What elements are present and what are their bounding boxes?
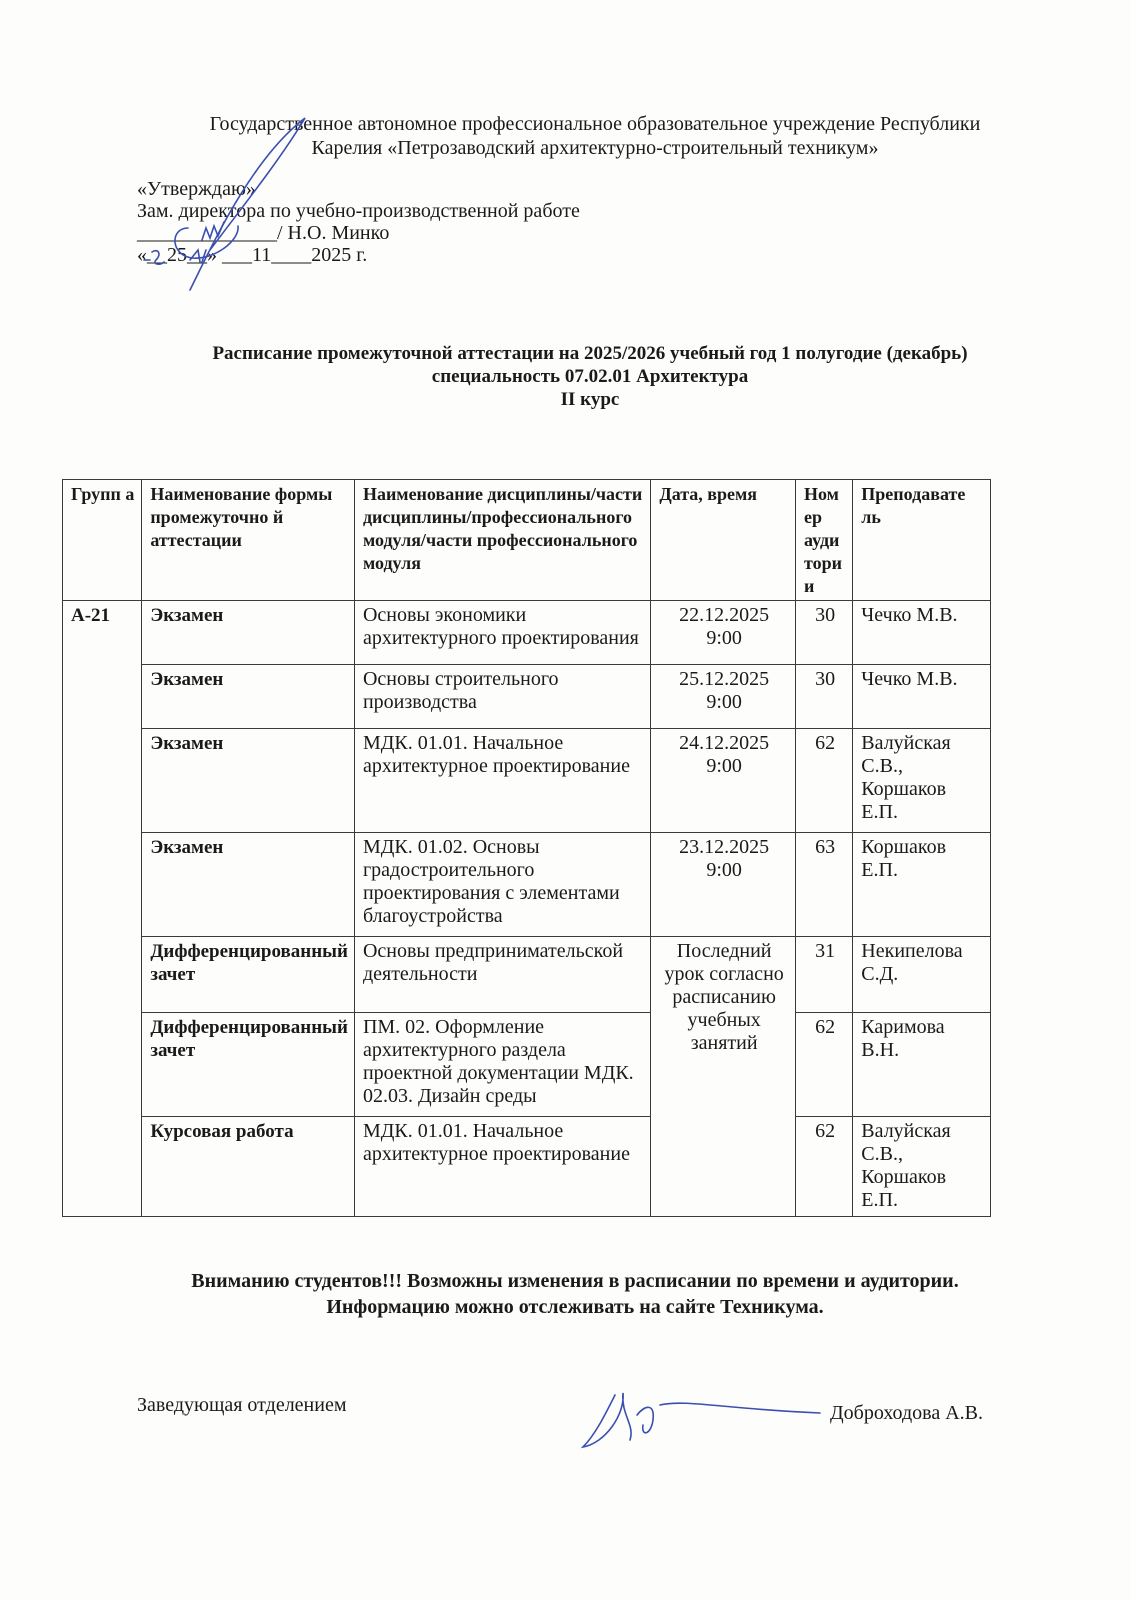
header-date-time: Дата, время <box>651 480 796 601</box>
discipline-cell: МДК. 01.01. Начальное архитектурное проектирование <box>354 1117 650 1217</box>
group-cell: А-21 <box>63 601 142 1217</box>
approval-date-line: «__25__» ___11____2025 г. <box>137 244 368 266</box>
header-teacher: Преподавате ль <box>853 480 991 601</box>
approver-signature-line: ______________/ Н.О. Минко <box>137 222 390 244</box>
discipline-cell: ПМ. 02. Оформление архитектурного раздела проектной документации МДК. 02.03. Дизайн среды <box>354 1013 650 1117</box>
header-discipline: Наименование дисциплины/части дисциплины/профессионального модуля/части профессионального модуля <box>354 480 650 601</box>
header-group: Групп а <box>63 480 142 601</box>
approver-position: Зам. директора по учебно-производственной работе <box>137 200 580 222</box>
date-value: 24.12.2025 <box>679 732 770 754</box>
schedule-table <box>62 479 991 1217</box>
schedule-title <box>160 342 1020 411</box>
notice-line-2: Информацию можно отслеживать на сайте Техникума. <box>326 1296 824 1318</box>
date-time-cell <box>651 833 796 937</box>
room-cell: 31 <box>796 937 853 1013</box>
footer-name: Доброходова А.В. <box>830 1402 983 1424</box>
time-value: 9:00 <box>706 691 742 713</box>
discipline-cell: Основы строительного производства <box>354 665 650 729</box>
form-cell: Экзамен <box>142 833 355 937</box>
student-notice <box>130 1268 1020 1320</box>
form-cell: Экзамен <box>142 601 355 665</box>
form-cell: Экзамен <box>142 729 355 833</box>
shared-date-cell: Последний урок согласно расписанию учебных занятий <box>651 937 796 1217</box>
teacher-cell: Каримова В.Н. <box>853 1013 991 1117</box>
title-line-3: II курс <box>560 389 620 410</box>
teacher-cell: Коршаков Е.П. <box>853 833 991 937</box>
approve-label: «Утверждаю» <box>137 178 256 200</box>
teacher-cell: Чечко М.В. <box>853 601 991 665</box>
table-row <box>63 937 991 1013</box>
time-value: 9:00 <box>706 859 742 881</box>
title-line-2: специальность 07.02.01 Архитектура <box>431 366 749 387</box>
form-cell: Дифференцированный зачет <box>142 1013 355 1117</box>
organization-line-1: Государственное автономное профессиональное образовательное учреждение Республики <box>209 113 981 135</box>
footer-position: Заведующая отделением <box>137 1394 347 1416</box>
table-row <box>63 665 991 729</box>
time-value: 9:00 <box>706 627 742 649</box>
table-row <box>63 1117 991 1217</box>
title-line-1: Расписание промежуточной аттестации на 2025/2026 учебный год 1 полугодие (декабрь) <box>212 343 968 364</box>
discipline-cell: МДК. 01.02. Основы градостроительного проектирования с элементами благоустройства <box>354 833 650 937</box>
room-cell: 62 <box>796 729 853 833</box>
teacher-cell: Валуйская С.В., Коршаков Е.П. <box>853 729 991 833</box>
teacher-cell: Некипелова С.Д. <box>853 937 991 1013</box>
discipline-cell: Основы предпринимательской деятельности <box>354 937 650 1013</box>
organization-line-2: Карелия «Петрозаводский архитектурно-строительный техникум» <box>311 137 879 159</box>
form-cell: Курсовая работа <box>142 1117 355 1217</box>
date-time-cell <box>651 665 796 729</box>
header-form: Наименование формы промежуточно й аттестации <box>142 480 355 601</box>
table-row <box>63 1013 991 1117</box>
department-head-signature-icon <box>575 1385 825 1455</box>
discipline-cell: Основы экономики архитектурного проектирования <box>354 601 650 665</box>
table-row <box>63 601 991 665</box>
table-header-row <box>63 480 991 601</box>
table-row <box>63 729 991 833</box>
date-time-cell <box>651 601 796 665</box>
header-room: Ном ер ауди тори и <box>796 480 853 601</box>
table-row <box>63 833 991 937</box>
room-cell: 63 <box>796 833 853 937</box>
approval-block <box>137 178 580 266</box>
room-cell: 30 <box>796 601 853 665</box>
date-value: 25.12.2025 <box>679 668 770 690</box>
teacher-cell: Валуйская С.В., Коршаков Е.П. <box>853 1117 991 1217</box>
organization-header <box>160 112 1030 160</box>
discipline-cell: МДК. 01.01. Начальное архитектурное проектирование <box>354 729 650 833</box>
form-cell: Дифференцированный зачет <box>142 937 355 1013</box>
date-value: 23.12.2025 <box>679 836 770 858</box>
form-cell: Экзамен <box>142 665 355 729</box>
room-cell: 30 <box>796 665 853 729</box>
time-value: 9:00 <box>706 755 742 777</box>
notice-line-1: Вниманию студентов!!! Возможны изменения в расписании по времени и аудитории. <box>191 1270 959 1292</box>
room-cell: 62 <box>796 1117 853 1217</box>
teacher-cell: Чечко М.В. <box>853 665 991 729</box>
room-cell: 62 <box>796 1013 853 1117</box>
date-value: 22.12.2025 <box>679 604 770 626</box>
date-time-cell <box>651 729 796 833</box>
